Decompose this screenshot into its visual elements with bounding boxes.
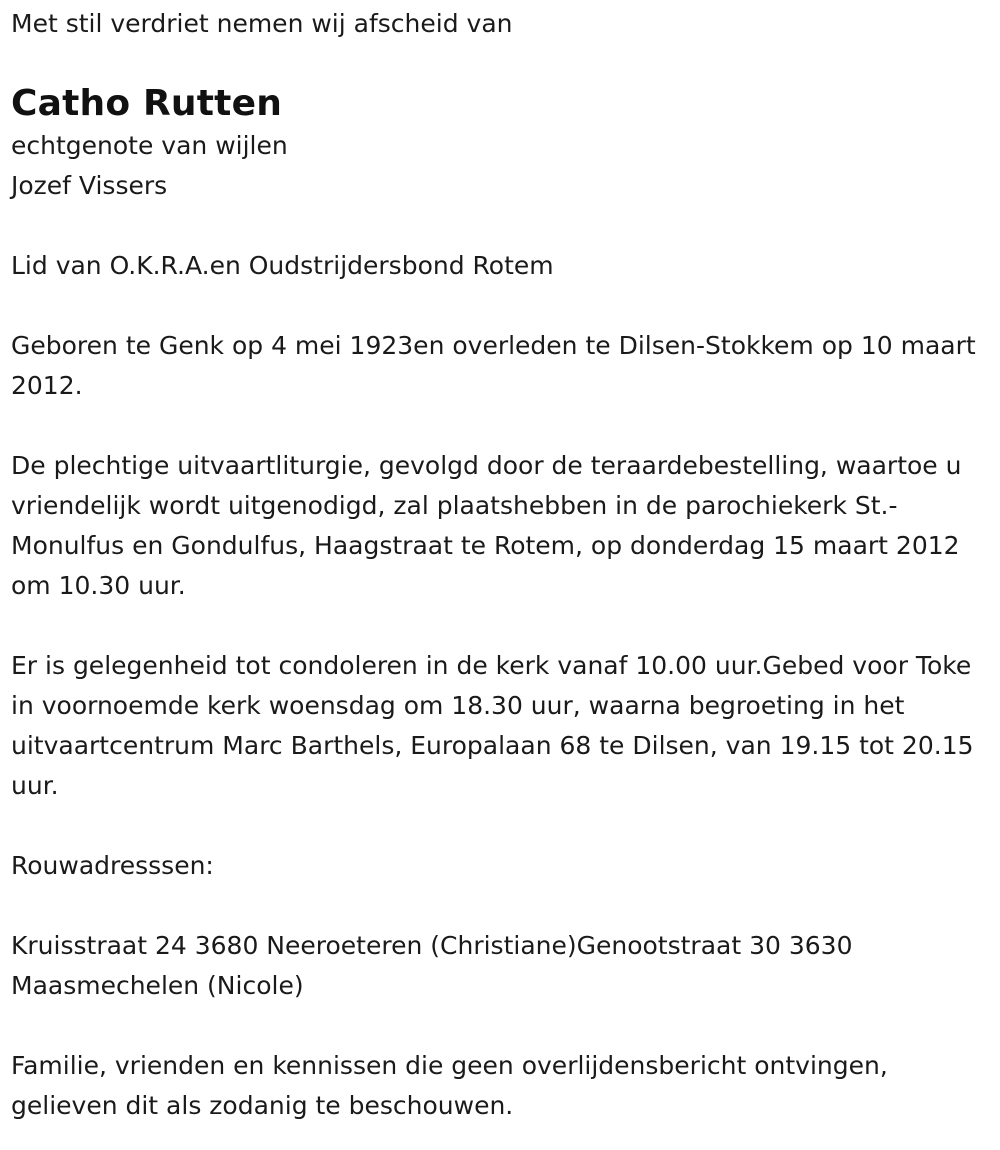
birth-death-text: Geboren te Genk op 4 mei 1923en overleden te Dilsen-Stokkem op 10 maart 2012. (11, 331, 976, 400)
relation-line-1: echtgenote van wijlen (11, 131, 288, 160)
deceased-name: Catho Rutten (11, 83, 283, 124)
membership-text: Lid van O.K.R.A.en Oudstrijdersbond Rotem (11, 251, 554, 280)
addresses-text: Kruisstraat 24 3680 Neeroeteren (Christiane)Genootstraat 30 3630 Maasmechelen (Nicole) (11, 931, 853, 1000)
closing-text: Familie, vrienden en kennissen die geen overlijdensbericht ontvingen, gelieven dit als zodanig te beschouwen. (11, 1051, 888, 1120)
funeral-text: De plechtige uitvaartliturgie, gevolgd door de teraardebestelling, waartoe u vriendelijk wordt uitgenodigd, zal plaatshebben in de parochiekerk St.-Monulfus en Gondulfus, Haagstraat te Rotem, op donderdag 15 maart 2012 om 10.30 uur. (11, 451, 962, 600)
addresses-label: Rouwadresssen: (11, 851, 214, 880)
relation-line-2: Jozef Vissers (11, 171, 168, 200)
intro-text: Met stil verdriet nemen wij afscheid van (11, 9, 513, 38)
condolences-text: Er is gelegenheid tot condoleren in de kerk vanaf 10.00 uur.Gebed voor Toke in voornoemde kerk woensdag om 18.30 uur, waarna begroeting in het uitvaartcentrum Marc Barthels, Europalaan 68 te Dilsen, van 19.15 tot 20.15 uur. (11, 651, 974, 800)
relation-block (11, 126, 989, 206)
